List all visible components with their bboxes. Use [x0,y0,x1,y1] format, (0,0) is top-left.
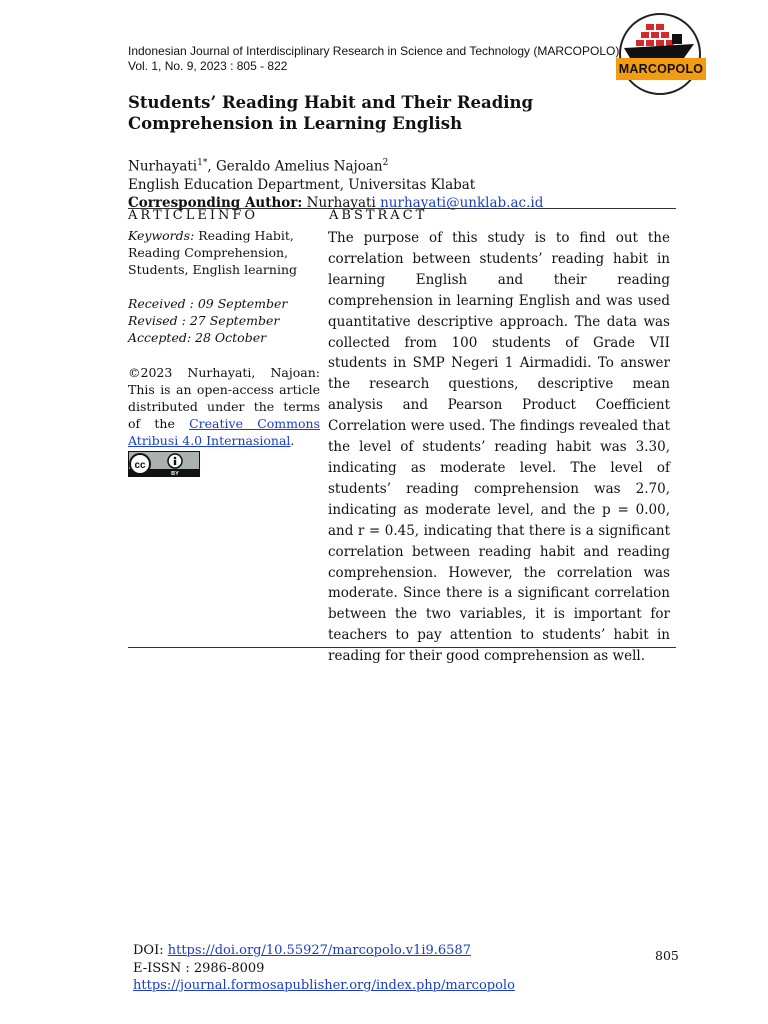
corresponding-email-link[interactable]: nurhayati@unklab.ac.id [380,194,544,211]
accepted-date: Accepted: 28 October [128,330,267,346]
page-number: 805 [655,948,679,963]
bottom-divider [128,647,676,648]
author-line [128,154,543,176]
keywords [128,228,320,278]
cc-by-icon [129,452,199,476]
received-date: Received : 09 September [128,296,288,312]
keywords-list: Reading Habit, Reading Comprehension, Students, English learning [128,228,298,277]
corresponding-label: Corresponding Author: [128,194,303,211]
abstract-heading: ABSTRACT [329,208,428,223]
logo-banner: MARCOPOLO [616,58,706,80]
doi-label: DOI: [133,943,168,958]
author-1-affil: 1* [197,158,208,168]
keywords-label: Keywords: [128,228,195,243]
article-title: Students’ Reading Habit and Their Reading Comprehension in Learning English [128,93,534,133]
license-link[interactable]: Creative Commons Atribusi 4.0 Internasional [128,415,320,448]
article-dates [128,295,320,346]
author-1: Nurhayati [128,158,198,175]
article-info-heading: ARTICLEINFO [128,208,259,223]
marcopolo-logo [610,10,706,96]
author-2: , Geraldo Amelius Najoan [207,158,383,175]
revised-date: Revised : 27 September [128,313,280,329]
doi-line [133,942,515,960]
authors-block [128,154,543,212]
ship-icon [610,10,706,96]
eissn: E-ISSN : 2986-8009 [133,960,265,976]
license-suffix: . [290,432,295,448]
article-info [128,228,320,477]
license-text: ©2023 Nurhayati, Najoan: This is an open-access article distributed under the terms of the [128,365,320,431]
corresponding-name: Nurhayati [302,194,381,211]
journal-header [128,44,619,74]
volume-info: Vol. 1, No. 9, 2023 : 805 - 822 [128,59,288,73]
svg-text:cc: cc [134,460,146,472]
journal-url-link[interactable]: https://journal.formosapublisher.org/index.php/marcopolo [133,978,515,993]
affiliation: English Education Department, Universitas Klabat [128,176,476,193]
page-footer [133,942,515,995]
cc-badge-label: BY [171,471,179,477]
abstract-text: The purpose of this study is to find out the correlation between students’ reading habit in learning English and their reading comprehension in learning English and was used quantitative descriptive approach. The data was collected from 100 students of Grade VII students in SMP Negeri 1 Airmadidi. To answer the research questions, descriptive mean analysis and Pearson Product Coefficient Correlation were used. The findings revealed that the level of students’ reading habit was 3.30, indicating as moderate level. The level of students’ reading comprehension was 2.70, indicating as moderate level, and the p = 0.00, and r = 0.45, indicating that there is a significant correlation between reading habit and reading comprehension. However, the correlation was moderate. Since there is a significant correlation between the two variables, it is important for teachers to pay attention to students’ habit in reading for their good comprehension as well. [328,230,670,665]
journal-name: Indonesian Journal of Interdisciplinary Research in Science and Technology (MARCOPOLO) [128,44,620,58]
license-statement [128,365,320,449]
doi-link[interactable]: https://doi.org/10.55927/marcopolo.v1i9.6587 [167,943,471,958]
cc-by-badge[interactable] [128,451,200,477]
author-2-affil: 2 [382,158,389,168]
